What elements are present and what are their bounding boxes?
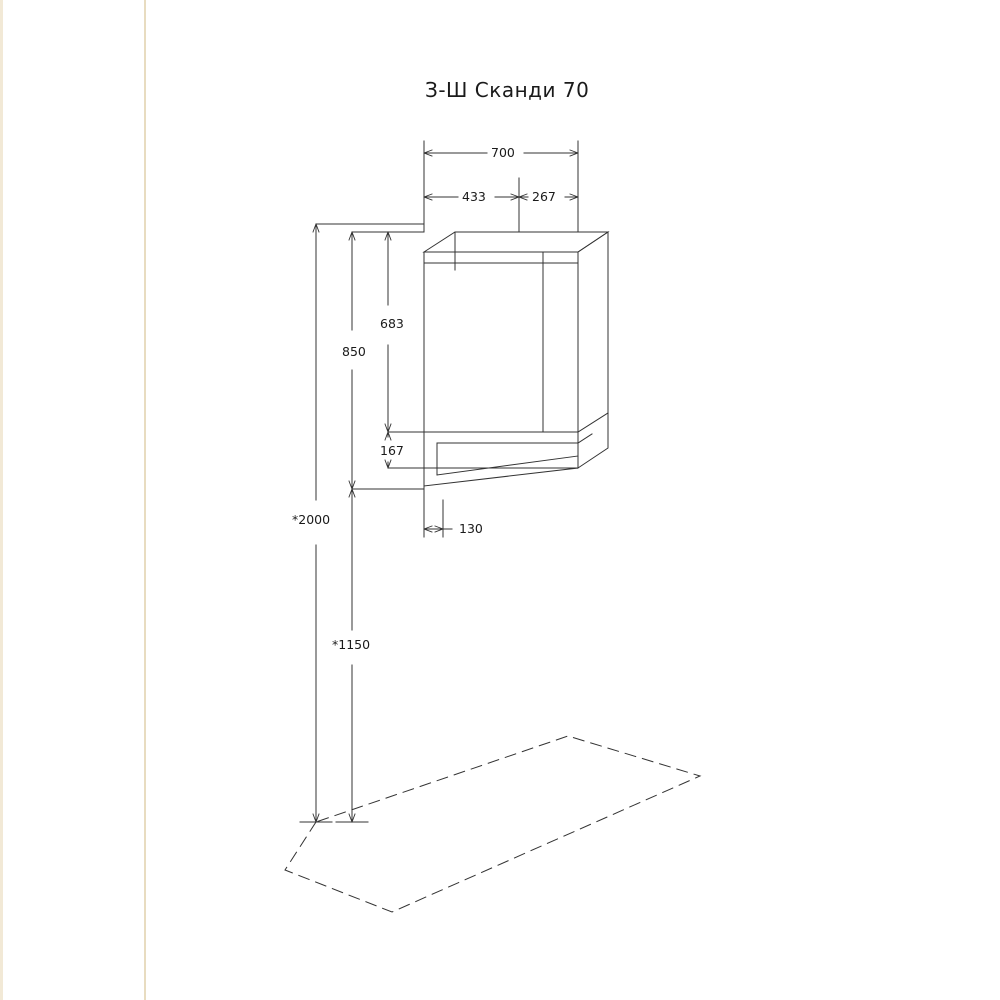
dimension-1150 [336, 489, 368, 822]
page-title: З-Ш Сканди 70 [425, 78, 590, 102]
dimension-label-433: 433 [462, 189, 486, 204]
dimension-label-683: 683 [380, 316, 404, 331]
cabinet-body [424, 232, 608, 486]
dimension-label-2000: *2000 [292, 512, 331, 527]
dimension-label-267: 267 [532, 189, 556, 204]
dimension-label-850: 850 [342, 344, 366, 359]
dimension-label-167: 167 [380, 443, 404, 458]
floor-reference-plane [285, 736, 700, 912]
dimension-683 [385, 232, 424, 432]
dimension-130 [424, 232, 455, 537]
dimension-label-700: 700 [491, 145, 515, 160]
dimension-label-1150: *1150 [332, 637, 371, 652]
cabinet-doors [424, 232, 608, 475]
dimension-433-267 [424, 178, 578, 232]
dimension-label-130: 130 [459, 521, 483, 536]
